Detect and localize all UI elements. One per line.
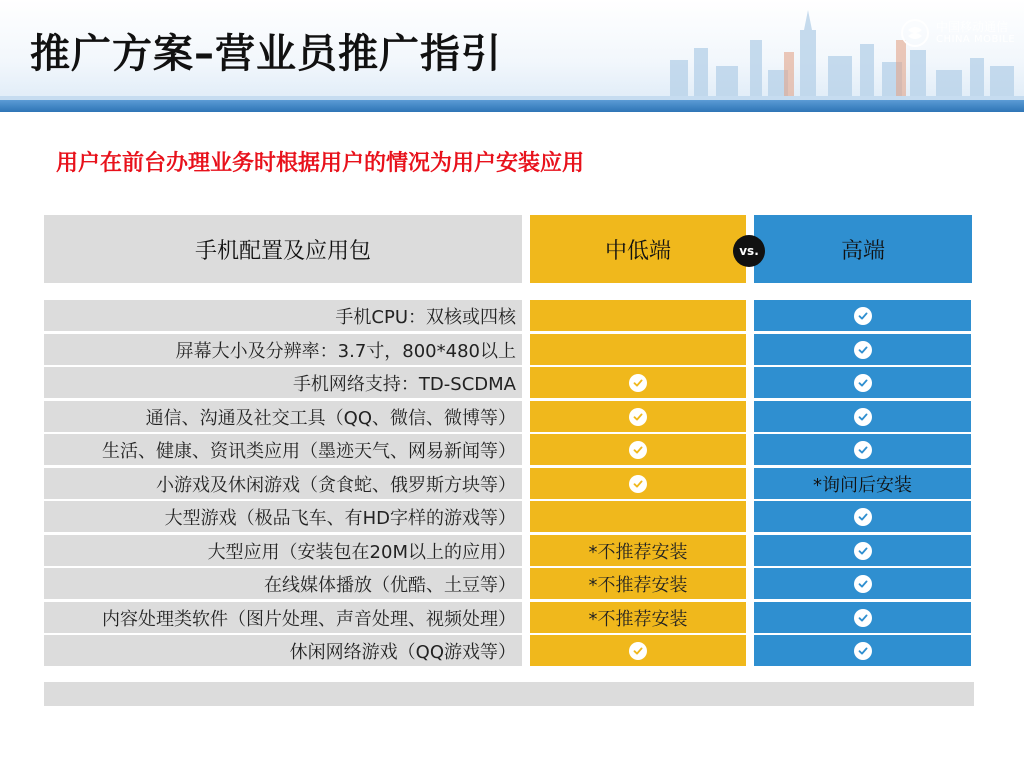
cell-high bbox=[754, 535, 971, 566]
check-circle-icon bbox=[629, 642, 647, 660]
logo-text-en: CHINA MOBILE bbox=[936, 34, 1016, 45]
row-label: 休闲网络游戏（QQ游戏等） bbox=[44, 635, 522, 666]
check-circle-icon bbox=[854, 609, 872, 627]
row-label: 生活、健康、资讯类应用（墨迹天气、网易新闻等） bbox=[44, 434, 522, 465]
cell-low-mid bbox=[530, 334, 746, 365]
cell-note: *询问后安装 bbox=[813, 474, 912, 496]
cell-low-mid bbox=[530, 602, 746, 633]
logo-text-cn: 中国移动通信 bbox=[936, 20, 1009, 34]
check-circle-icon bbox=[629, 408, 647, 426]
row-label: 大型游戏（极品飞车、有HD字样的游戏等） bbox=[44, 501, 522, 532]
table-row bbox=[0, 635, 1024, 666]
check-circle-icon bbox=[854, 441, 872, 459]
table-row bbox=[0, 401, 1024, 432]
cell-note: *不推荐安装 bbox=[588, 541, 688, 563]
page-title: 推广方案–营业员推广指引 bbox=[30, 31, 502, 77]
cell-high bbox=[754, 300, 971, 331]
footer-bar bbox=[44, 682, 974, 706]
check-circle-icon bbox=[854, 374, 872, 392]
table-row bbox=[0, 535, 1024, 566]
table-row bbox=[0, 568, 1024, 599]
check-circle-icon bbox=[854, 542, 872, 560]
check-circle-icon bbox=[854, 508, 872, 526]
column-header-high: 高端 bbox=[754, 215, 972, 283]
check-circle-icon bbox=[629, 475, 647, 493]
vs-badge: vs. bbox=[733, 235, 765, 267]
row-label: 小游戏及休闲游戏（贪食蛇、俄罗斯方块等） bbox=[44, 468, 522, 499]
check-circle-icon bbox=[854, 575, 872, 593]
header-banner bbox=[0, 0, 1024, 112]
column-header-config: 手机配置及应用包 bbox=[44, 215, 522, 283]
column-header-low-mid: 中低端 bbox=[530, 215, 746, 283]
row-label: 大型应用（安装包在20M以上的应用） bbox=[44, 535, 522, 566]
check-circle-icon bbox=[629, 374, 647, 392]
cell-note: *不推荐安装 bbox=[588, 574, 688, 596]
cell-high bbox=[754, 401, 971, 432]
cell-high bbox=[754, 367, 971, 398]
table-row bbox=[0, 367, 1024, 398]
table-row bbox=[0, 300, 1024, 331]
check-circle-icon bbox=[854, 341, 872, 359]
cell-high bbox=[754, 468, 971, 499]
row-label: 内容处理类软件（图片处理、声音处理、视频处理） bbox=[44, 602, 522, 633]
header-blue-bar bbox=[0, 100, 1024, 112]
check-circle-icon bbox=[854, 307, 872, 325]
brand-logo bbox=[900, 18, 1020, 52]
cell-high bbox=[754, 501, 971, 532]
cell-low-mid bbox=[530, 300, 746, 331]
cell-low-mid bbox=[530, 535, 746, 566]
row-label: 手机网络支持：TD-SCDMA bbox=[44, 367, 522, 398]
cell-low-mid bbox=[530, 434, 746, 465]
cell-high bbox=[754, 602, 971, 633]
check-circle-icon bbox=[854, 408, 872, 426]
table-row bbox=[0, 468, 1024, 499]
china-mobile-logo-icon bbox=[900, 18, 930, 48]
cell-high bbox=[754, 568, 971, 599]
cell-low-mid bbox=[530, 568, 746, 599]
row-label: 通信、沟通及社交工具（QQ、微信、微博等） bbox=[44, 401, 522, 432]
table-row bbox=[0, 334, 1024, 365]
table-row bbox=[0, 602, 1024, 633]
check-circle-icon bbox=[629, 441, 647, 459]
cell-low-mid bbox=[530, 501, 746, 532]
cell-low-mid bbox=[530, 401, 746, 432]
cell-high bbox=[754, 334, 971, 365]
cell-note: *不推荐安装 bbox=[588, 608, 688, 630]
row-label: 屏幕大小及分辨率：3.7寸，800*480以上 bbox=[44, 334, 522, 365]
table-row bbox=[0, 501, 1024, 532]
row-label: 在线媒体播放（优酷、土豆等） bbox=[44, 568, 522, 599]
cell-low-mid bbox=[530, 635, 746, 666]
cell-high bbox=[754, 635, 971, 666]
row-label: 手机CPU：双核或四核 bbox=[44, 300, 522, 331]
cell-low-mid bbox=[530, 468, 746, 499]
table-row bbox=[0, 434, 1024, 465]
cell-high bbox=[754, 434, 971, 465]
subtitle: 用户在前台办理业务时根据用户的情况为用户安装应用 bbox=[56, 151, 585, 176]
cell-low-mid bbox=[530, 367, 746, 398]
check-circle-icon bbox=[854, 642, 872, 660]
